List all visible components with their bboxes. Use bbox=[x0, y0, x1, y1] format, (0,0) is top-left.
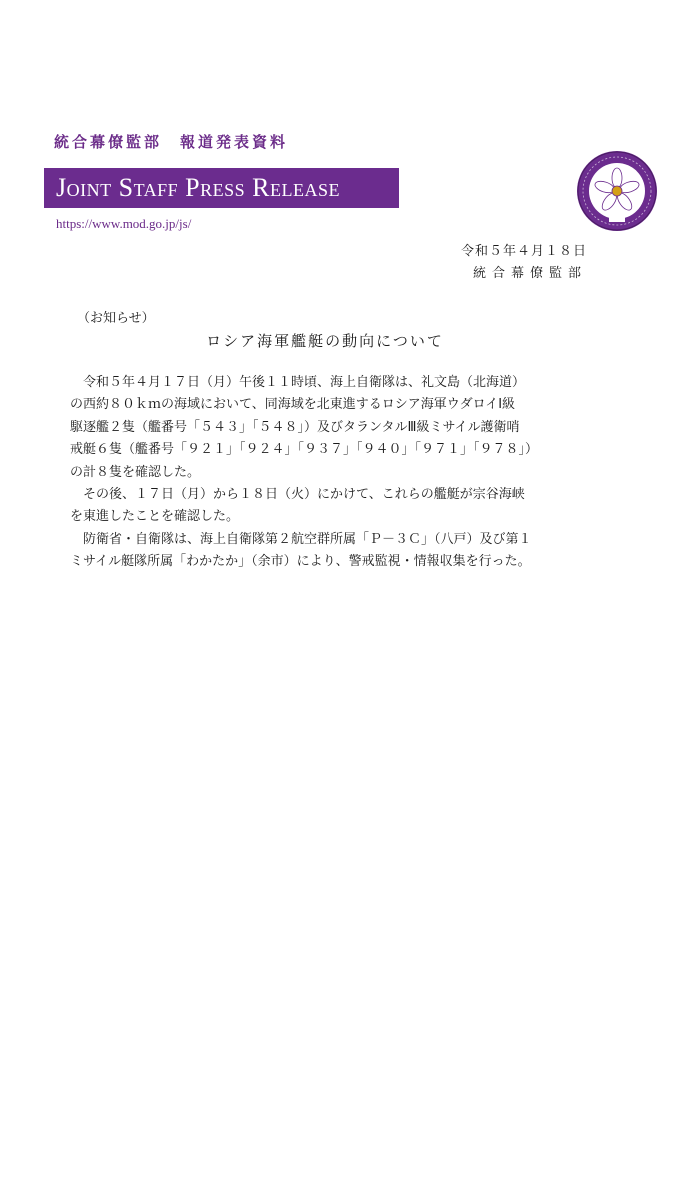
body-line: の計８隻を確認した。 bbox=[70, 464, 201, 480]
joint-staff-emblem-icon bbox=[576, 150, 658, 232]
body-line: の西約８０ｋｍの海域において、同海域を北東進するロシア海軍ウダロイⅠ級 bbox=[70, 397, 516, 413]
press-release-banner: Joint Staff Press Release bbox=[44, 168, 399, 208]
body-line: 駆逐艦２隻（艦番号「５４３」「５４８」）及びタランタルⅢ級ミサイル護衛哨 bbox=[70, 419, 520, 435]
document-body bbox=[70, 372, 600, 574]
body-line: 戒艇６隻（艦番号「９２１」「９２４」「９３７」「９４０」「９７１」「９７８」） bbox=[70, 442, 539, 458]
body-line: を東進したことを確認した。 bbox=[70, 509, 240, 525]
body-line: その後、１７日（月）から１８日（火）にかけて、これらの艦艇が宗谷海峡 bbox=[70, 487, 525, 503]
notice-tag: （お知らせ） bbox=[77, 311, 155, 326]
document-title: ロシア海軍艦艇の動向について bbox=[206, 332, 444, 350]
website-url[interactable]: https://www.mod.go.jp/js/ bbox=[56, 216, 192, 231]
body-line: ミサイル艇隊所属「わかたか」（余市）により、警戒監視・情報収集を行った。 bbox=[70, 554, 531, 570]
office-heading: 統合幕僚監部 報道発表資料 bbox=[54, 133, 289, 151]
release-date: 令和５年４月１８日 bbox=[460, 244, 587, 259]
body-line: 令和５年４月１７日（月）午後１１時頃、海上自衛隊は、礼文島（北海道） bbox=[70, 375, 526, 390]
body-line: 防衛省・自衛隊は、海上自衛隊第２航空群所属「Ｐ－３Ｃ」（八戸）及び第１ bbox=[70, 531, 532, 547]
issuing-organization: 統合幕僚監部 bbox=[472, 266, 587, 281]
